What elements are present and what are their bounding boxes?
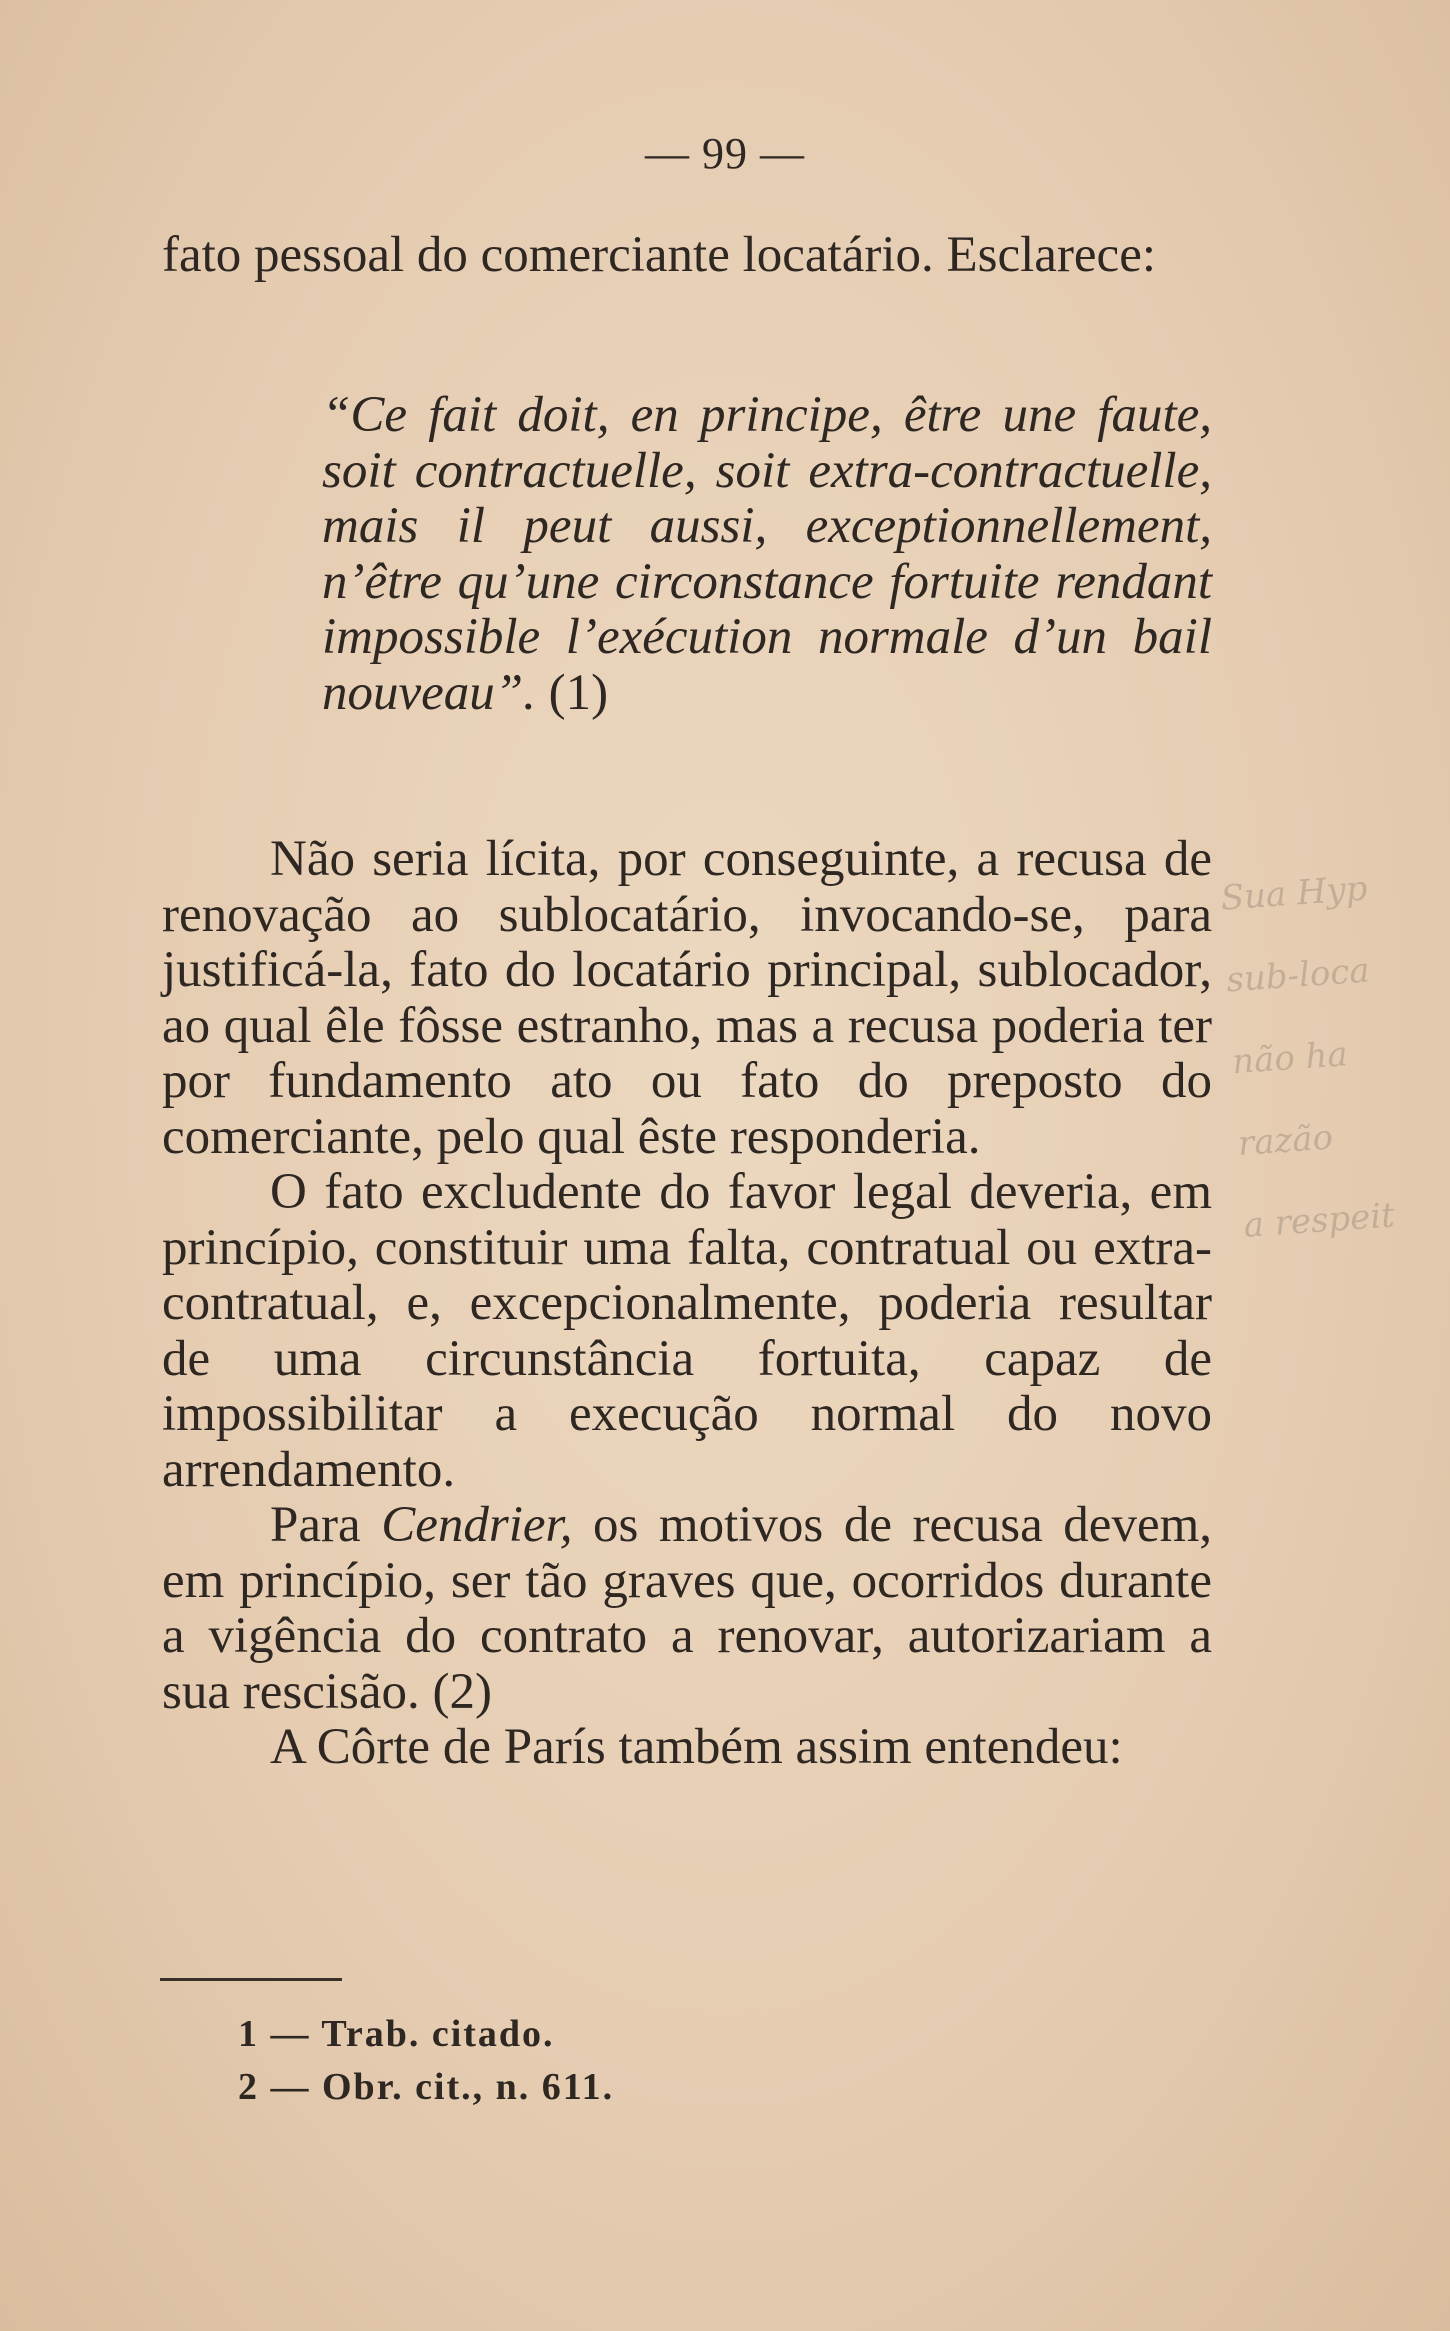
author-name: Cendrier, xyxy=(381,1497,573,1553)
footnote-divider xyxy=(160,1978,342,1981)
handwritten-margin-note xyxy=(1218,843,1450,1267)
paragraph-continued xyxy=(162,228,1212,284)
paragraph: A Côrte de París também assim entendeu: xyxy=(270,1719,1123,1775)
footnotes xyxy=(238,2008,614,2114)
paragraph xyxy=(162,1498,1212,1720)
paragraph: Não seria lícita, por conseguinte, a recusa de renovação ao sublocatário, invocando-se, para justificá-la, fato do locatário principal, sublocador, ao qual êle fôsse estranho, mas a recusa poderia ter por fundamento ato ou fato do preposto do comerciante, pelo qual êste responderia. xyxy=(162,831,1212,1165)
page-number: — 99 — xyxy=(645,129,805,178)
paragraph: O fato excludente do favor legal deveria, em princípio, constituir uma falta, contratual ou extra-contratual, e, excepcionalmente, poderia resultar de uma circunstância fortuita, capaz de impossibilitar a execução normal do novo arrendamento. xyxy=(162,1164,1212,1498)
block-quote xyxy=(322,388,1212,721)
margin-note-line: sub-loca xyxy=(1225,950,1371,1001)
footnote: 1 — Trab. citado. xyxy=(238,2013,555,2055)
margin-note-line: Sua Hyp xyxy=(1219,868,1369,919)
paragraph-text: fato pessoal do comerciante locatário. Esclarece: xyxy=(162,227,1157,283)
footnote: 2 — Obr. cit., n. 611. xyxy=(238,2066,615,2108)
margin-note-line: não ha xyxy=(1230,1034,1349,1083)
body-paragraphs xyxy=(162,832,1212,1776)
paragraph-text: os motivos de recusa devem, em princípio, ser tão graves que, ocorridos durante a vigência do contrato a renovar, autorizariam a sua rescisão. (2) xyxy=(162,1497,1212,1720)
paragraph-text: Para xyxy=(270,1497,361,1553)
margin-note-line: razão xyxy=(1236,1117,1335,1165)
footnote-ref: (1) xyxy=(548,664,609,721)
margin-note-line: a respeit xyxy=(1242,1195,1397,1246)
quote-text: “Ce fait doit, en principe, être une faute, soit contractuelle, soit extra-contractuelle, mais il peut aussi, exceptionnellement, n’être qu’une circonstance fortuite rendant impossible l’exécution normale d’un bail nouveau”. xyxy=(322,387,1212,721)
